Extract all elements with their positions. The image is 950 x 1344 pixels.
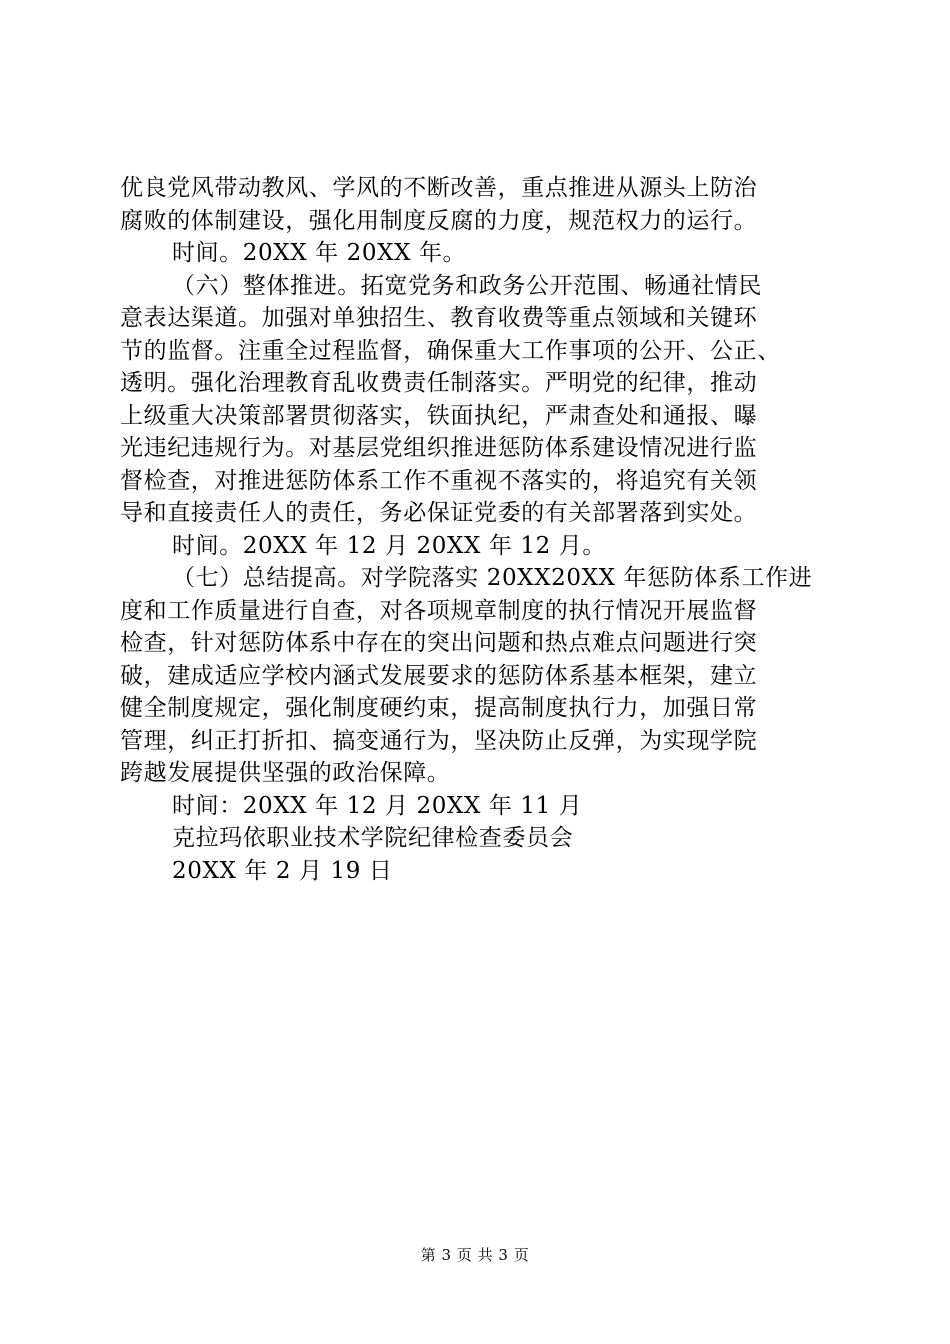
- document-body: [120, 172, 850, 887]
- time-line: 时间：20XX 年 12 月 20XX 年 11 月: [172, 792, 583, 819]
- page-number: 第 3 页 共 3 页: [420, 1246, 530, 1264]
- paragraph-line: 跨越发展提供坚强的政治保障。: [120, 760, 451, 786]
- time-line: 时间。20XX 年 20XX 年。: [172, 240, 467, 266]
- paragraph-line: 检查，针对惩防体系中存在的突出问题和热点难点问题进行突: [120, 630, 758, 656]
- signature-organization: 克拉玛依职业技术学院纪律检查委员会: [172, 825, 574, 851]
- page-footer: [0, 1244, 950, 1265]
- paragraph-line: 光违纪违规行为。对基层党组织推进惩防体系建设情况进行监: [120, 435, 758, 461]
- section-seven-heading-line: （七）总结提高。对学院落实 20XX20XX 年惩防体系工作进: [172, 565, 813, 591]
- paragraph-line: 意表达渠道。加强对单独招生、教育收费等重点领域和关键环: [120, 305, 758, 331]
- paragraph-line: 导和直接责任人的责任，务必保证党委的有关部署落到实处。: [120, 500, 758, 526]
- paragraph-line: 健全制度规定，强化制度硬约束，提高制度执行力，加强日常: [120, 695, 758, 721]
- paragraph-line: 督检查，对推进惩防体系工作不重视不落实的，将追究有关领: [120, 467, 758, 494]
- paragraph-line: 腐败的体制建设，强化用制度反腐的力度，规范权力的运行。: [120, 207, 758, 234]
- paragraph-line: 优良党风带动教风、学风的不断改善，重点推进从源头上防治: [120, 175, 758, 201]
- paragraph-line: 上级重大决策部署贯彻落实，铁面执纪，严肃查处和通报、曝: [120, 402, 758, 429]
- signature-date: 20XX 年 2 月 19 日: [172, 857, 393, 884]
- section-six-heading-line: （六）整体推进。拓宽党务和政务公开范围、畅通社情民: [172, 272, 762, 299]
- paragraph-line: 管理，纠正打折扣、搞变通行为，坚决防止反弹，为实现学院: [120, 727, 758, 754]
- paragraph-line: 节的监督。注重全过程监督，确保重大工作事项的公开、公正、: [120, 337, 781, 364]
- paragraph-line: 度和工作质量进行自查，对各项规章制度的执行情况开展监督: [120, 597, 758, 624]
- paragraph-line: 透明。强化治理教育乱收费责任制落实。严明党的纪律，推动: [120, 370, 758, 396]
- paragraph-line: 破，建成适应学校内涵式发展要求的惩防体系基本框架，建立: [120, 662, 758, 689]
- time-line: 时间。20XX 年 12 月 20XX 年 12 月。: [172, 532, 606, 559]
